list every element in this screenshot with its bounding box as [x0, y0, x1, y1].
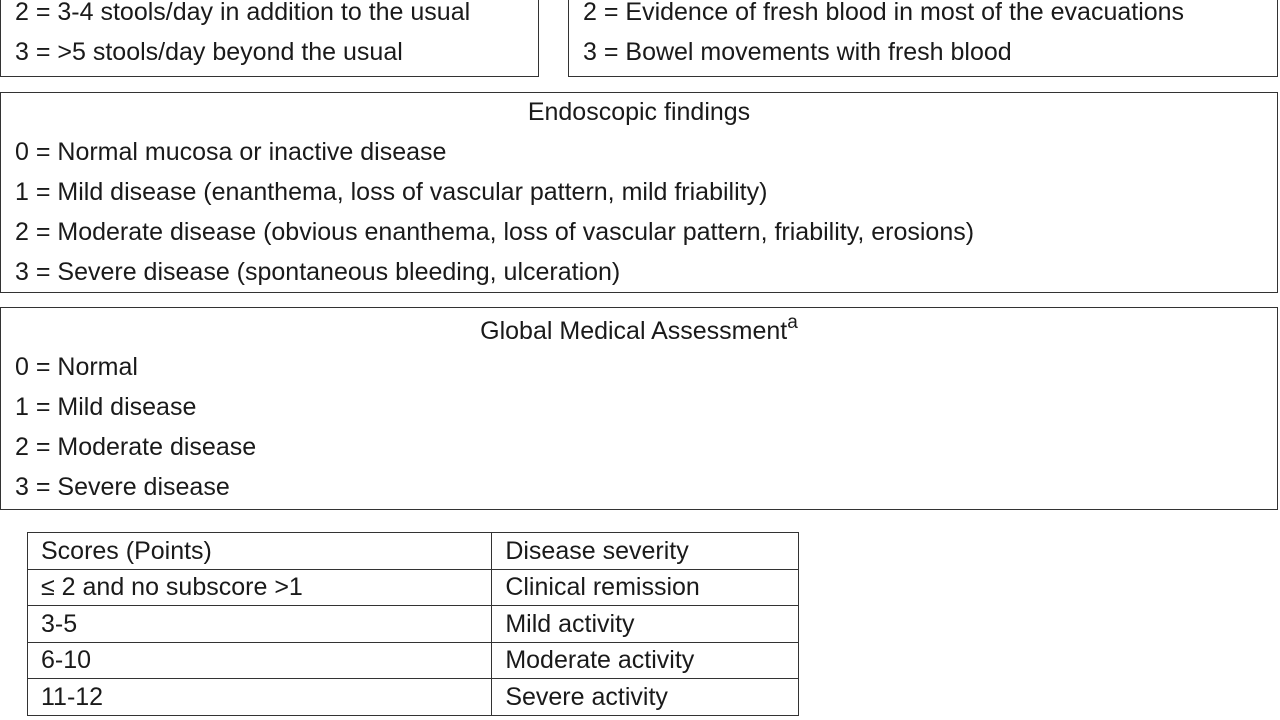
endoscopic-findings-box [0, 92, 1278, 293]
score-cell: 11-12 [28, 679, 492, 716]
endoscopic-item-2: 2 = Moderate disease (obvious enanthema, loss of vascular pattern, friability, erosions) [15, 218, 975, 246]
rectal-bleeding-box [568, 0, 1278, 77]
table-row [28, 642, 799, 679]
global-medical-assessment-title [1, 312, 1277, 346]
stool-frequency-item-2: 2 = 3-4 stools/day in addition to the usual [15, 0, 471, 26]
endoscopic-item-1: 1 = Mild disease (enanthema, loss of vascular pattern, mild friability) [15, 178, 768, 206]
global-assessment-title-text: Global Medical Assessment [480, 317, 788, 345]
severity-cell: Severe activity [492, 679, 799, 716]
table-header-row [28, 533, 799, 570]
scores-table [27, 532, 799, 716]
score-cell: 6-10 [28, 642, 492, 679]
rectal-bleeding-item-2: 2 = Evidence of fresh blood in most of the evacuations [583, 0, 1185, 26]
score-cell: ≤ 2 and no subscore >1 [28, 569, 492, 606]
severity-cell: Mild activity [492, 606, 799, 643]
endoscopic-item-3: 3 = Severe disease (spontaneous bleeding, ulceration) [15, 258, 621, 286]
severity-cell: Moderate activity [492, 642, 799, 679]
endoscopic-findings-title: Endoscopic findings [527, 98, 751, 126]
global-assessment-item-0: 0 = Normal [15, 353, 138, 381]
endoscopic-item-0: 0 = Normal mucosa or inactive disease [15, 138, 447, 166]
stool-frequency-item-3: 3 = >5 stools/day beyond the usual [15, 38, 403, 66]
table-row [28, 679, 799, 716]
score-cell: 3-5 [28, 606, 492, 643]
severity-cell: Clinical remission [492, 569, 799, 606]
header-severity: Disease severity [492, 533, 799, 570]
global-assessment-item-2: 2 = Moderate disease [15, 433, 257, 461]
rectal-bleeding-item-3: 3 = Bowel movements with fresh blood [583, 38, 1012, 66]
global-assessment-item-1: 1 = Mild disease [15, 393, 197, 421]
table-row [28, 606, 799, 643]
global-assessment-item-3: 3 = Severe disease [15, 473, 230, 501]
table-row [28, 569, 799, 606]
header-scores: Scores (Points) [28, 533, 492, 570]
footnote-mark: a [787, 312, 798, 333]
stool-frequency-box [0, 0, 539, 77]
global-medical-assessment-box [0, 307, 1278, 510]
